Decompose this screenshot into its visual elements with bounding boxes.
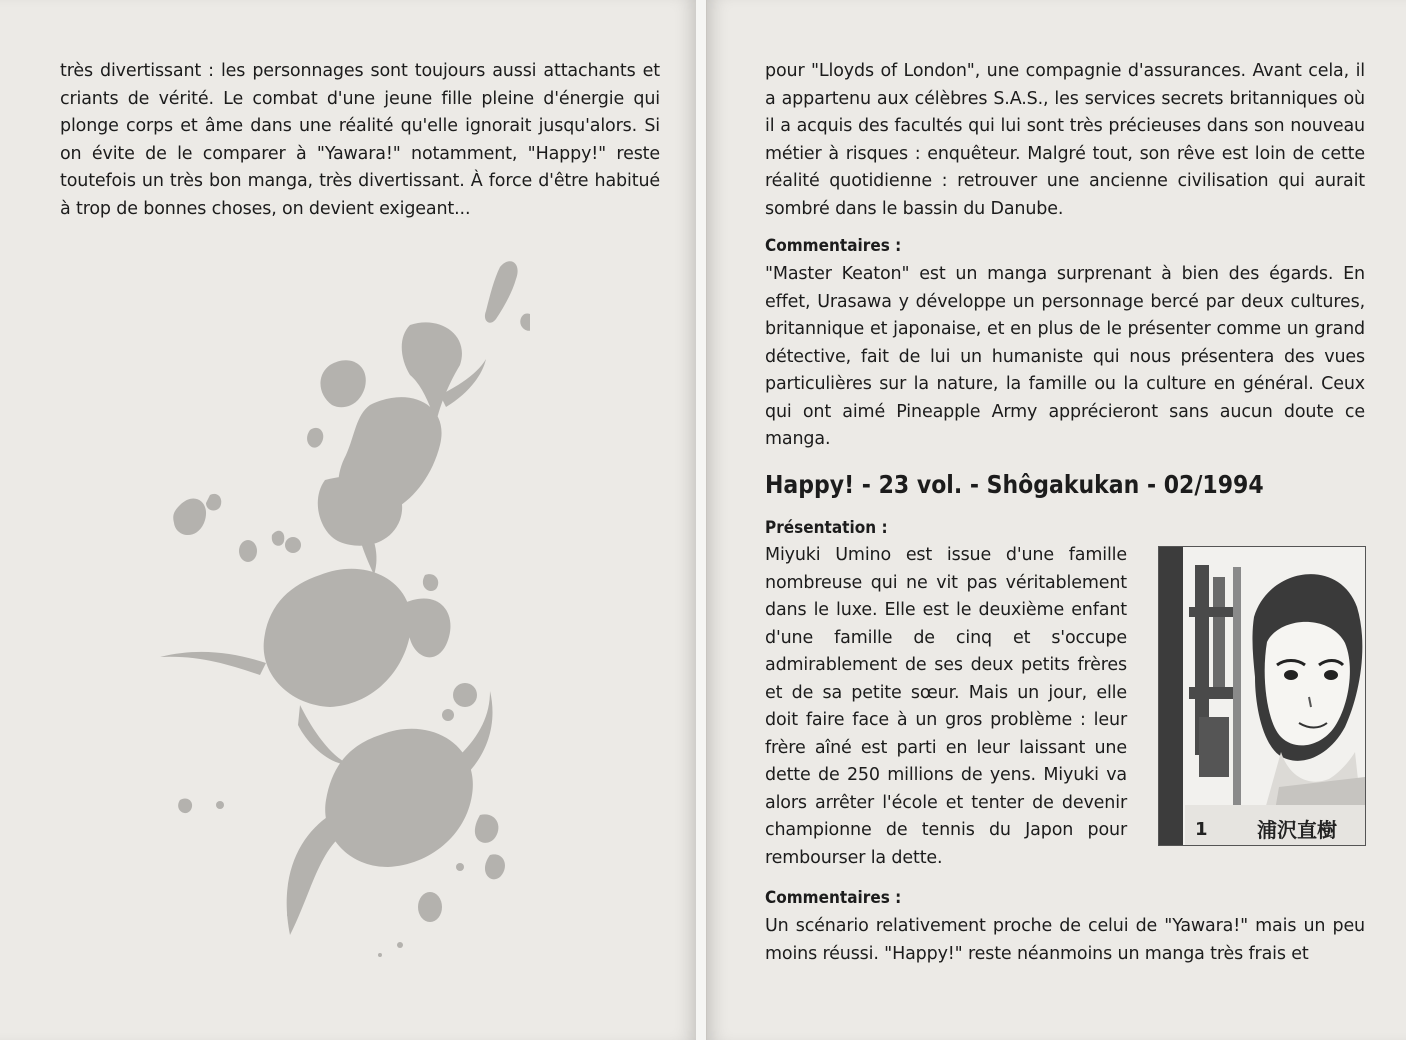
- left-body-text: très divertissant : les personnages sont toujours aussi attachants et criants de vérité. Le combat d'une jeune fille pleine d'énergie qui plonge corps et âme dans une réalité qu'elle ignorait jusqu'alors. Si on évite de le comparer à "Yawara!" notamment, "Happy!" reste toutefois un très bon manga, très divertissant. À force d'être habitué à trop de bonnes choses, on devient exigeant...: [60, 61, 660, 219]
- entry-title: Happy! - 23 vol. - Shôgakukan - 02/1994: [765, 470, 1264, 499]
- ink-splash-illustration: [160, 255, 530, 965]
- book-gutter: [696, 0, 706, 1040]
- presentation-text: Miyuki Umino est issue d'une famille nombreuse qui ne vit pas véritablement dans le luxe. Elle est le deuxième enfant d'une famille de cinq et s'occupe admirablement de ses deux petits frères et de sa petite sœur. Mais un jour, elle doit faire face à un gros problème : leur frère aîné est parti en leur laissant une dette de 250 millions de yens. Miyuki va alors arrêter l'école et tenter de devenir championne de tennis du Japon pour rembourser la dette.: [765, 545, 1127, 868]
- comments-text-2: Un scénario relativement proche de celui de "Yawara!" mais un peu moins réussi. "Happy!" reste néanmoins un manga très frais et: [765, 916, 1365, 964]
- left-page: [0, 0, 697, 1040]
- cover-author-name: 浦沢直樹: [1257, 818, 1337, 842]
- right-intro-text: pour "Lloyds of London", une compagnie d'assurances. Avant cela, il a appartenu aux célèbres S.A.S., les services secrets britanniques où il a acquis des facultés qui lui sont très précieuses dans son nouveau métier à risques : enquêteur. Malgré tout, son rêve est loin de cette réalité quotidienne : retrouver une ancienne civilisation qui aurait sombré dans le bassin du Danube.: [765, 61, 1365, 219]
- cover-volume-number: 1: [1195, 819, 1208, 840]
- cover-illustration: [1159, 547, 1365, 845]
- manga-cover-image: [1158, 546, 1366, 846]
- comments-heading-2: Commentaires :: [765, 888, 902, 908]
- comments-heading: Commentaires :: [765, 236, 902, 256]
- presentation-heading: Présentation :: [765, 518, 888, 538]
- comments-text: "Master Keaton" est un manga surprenant à bien des égards. En effet, Urasawa y développe un personnage bercé par deux cultures, britannique et japonaise, et en plus de le présenter comme un grand détective, fait de lui un humaniste qui nous présentera des vues particulières sur la nature, la famille ou la culture en général. Ceux qui ont aimé Pineapple Army apprécieront sans aucun doute ce manga.: [765, 264, 1365, 449]
